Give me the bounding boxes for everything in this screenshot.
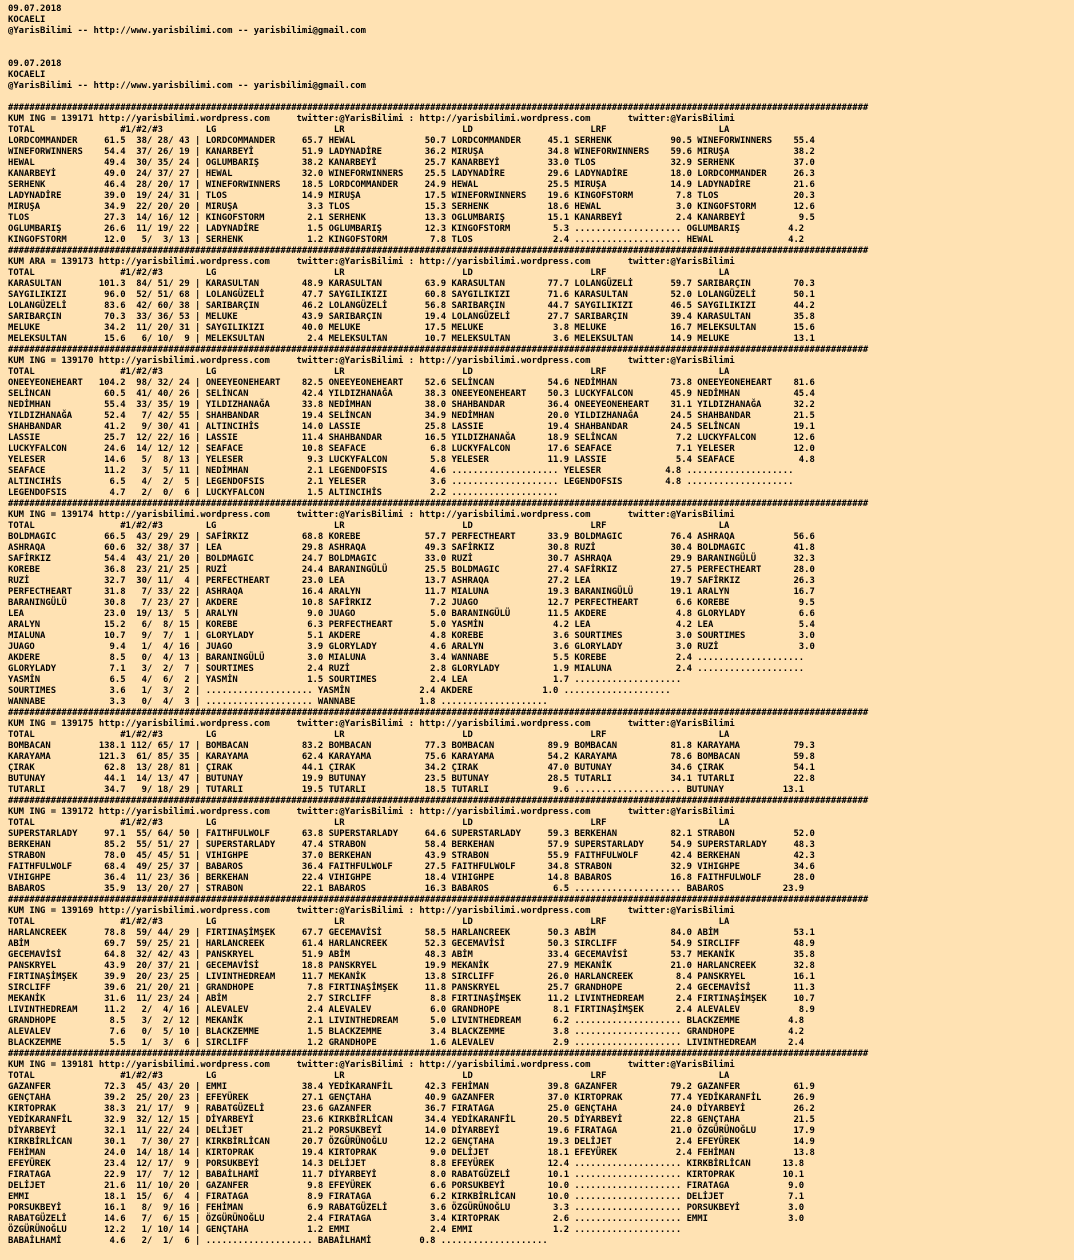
report-line: PORSUKBEYİ 16.1 8/ 9/ 16 | FEHİMAN 6.9 RABATGÜZELİ 3.6 ÖZGÜRÜNOĞLU 3.3 .................... PORSUKBEYİ 3.0 <box>8 1203 805 1213</box>
report-line: ################################################################################################################################################################# <box>8 246 869 256</box>
report-line: KINGOFSTORM 12.0 5/ 3/ 13 | SERHENK 1.2 KINGOFSTORM 7.8 TLOS 2.4 .................... HEWAL 4.2 <box>8 235 805 245</box>
report-line: WINEFORWINNERS 54.4 37/ 26/ 19 | KANARBEYİ 51.9 LADYNADİRE 36.2 MIRUŞA 34.8 WINEFORWINNERS 59.6 MIRUŞA 38.2 <box>8 147 815 157</box>
report-line: TOTAL #1/#2/#3 LG LR LD LRF LA <box>8 367 730 377</box>
report-line: SERHENK 46.4 28/ 20/ 17 | WINEFORWINNERS 18.5 LORDCOMMANDER 24.9 HEWAL 25.5 MIRUŞA 14.9 LADYNADİRE 21.6 <box>8 180 815 190</box>
report-line: SEAFACE 11.2 3/ 5/ 11 | NEDİMHAN 2.1 LEGENDOFSIS 4.6 .................... YELESER 4.8 .................... <box>8 466 794 476</box>
report-line: SELİNCAN 60.5 41/ 40/ 26 | SELİNCAN 42.4 YILDIZHANAĞA 38.3 ONEEYEONEHEART 50.3 LUCKYFALCON 45.9 NEDİMHAN 45.4 <box>8 389 815 399</box>
report-line: LORDCOMMANDER 61.5 38/ 28/ 43 | LORDCOMMANDER 65.7 HEWAL 50.7 LORDCOMMANDER 45.1 SERHENK 90.5 WINEFORWINNERS 55.4 <box>8 136 815 146</box>
report-line: EFEYÜREK 23.4 12/ 17/ 9 | PORSUKBEYİ 14.3 DELİJET 8.8 EFEYÜREK 12.4 .................... KIRKBİRLİCAN 13.8 <box>8 1159 805 1169</box>
report-line: LEA 23.0 19/ 13/ 5 | ARALYN 9.0 JUAGO 5.0 BARANINGÜLÜ 11.5 AKDERE 4.8 GLORYLADY 6.6 <box>8 609 815 619</box>
report-line: BERKEHAN 85.2 55/ 51/ 27 | SUPERSTARLADY 47.4 STRABON 58.4 BERKEHAN 57.9 SUPERSTARLADY 54.9 SUPERSTARLADY 48.3 <box>8 840 815 850</box>
report-line: KUM ING = 139181 http://yarisbilimi.wordpress.com twitter:@YarisBilimi : http://yarisbilimi.wordpress.com twitter:@YarisBilimi <box>8 1060 735 1070</box>
report-line: KUM ING = 139171 http://yarisbilimi.wordpress.com twitter:@YarisBilimi : http://yarisbilimi.wordpress.com twitter:@YarisBilimi <box>8 114 735 124</box>
report-line: GECEMAVİSİ 64.8 32/ 42/ 43 | PANSKRYEL 51.9 ABİM 48.3 ABİM 33.4 GECEMAVİSİ 53.7 MEKANİK 35.8 <box>8 950 815 960</box>
report-line: BOLDMAGIC 66.5 43/ 29/ 29 | SAFİRKIZ 68.8 KOREBE 57.7 PERFECTHEART 33.9 BOLDMAGIC 76.4 ASHRAQA 56.6 <box>8 532 815 542</box>
report-line: KARASULTAN 101.3 84/ 51/ 29 | KARASULTAN 48.9 KARASULTAN 63.9 KARASULTAN 77.7 LOLANGÜZELİ 59.7 SARIBARÇIN 70.3 <box>8 279 815 289</box>
report-line: ALTINCIHİS 6.5 4/ 2/ 5 | LEGENDOFSIS 2.1 YELESER 3.6 .................... LEGENDOFSIS 4.8 .................... <box>8 477 794 487</box>
report-line: BARANINGÜLÜ 30.8 7/ 23/ 27 | AKDERE 10.8 SAFİRKIZ 7.2 JUAGO 12.7 PERFECTHEART 6.6 KOREBE 9.5 <box>8 598 815 608</box>
report-line: LIVINTHEDREAM 11.2 2/ 4/ 16 | ALEVALEV 2.4 ALEVALEV 6.0 GRANDHOPE 8.1 FIRTINAŞİMŞEK 2.4 ALEVALEV 8.9 <box>8 1005 815 1015</box>
report-line: GLORYLADY 7.1 3/ 2/ 7 | SOURTIMES 2.4 RUZİ 2.8 GLORYLADY 1.9 MIALUNA 2.4 .................... <box>8 664 805 674</box>
report-line: YELESER 14.6 5/ 8/ 13 | YELESER 9.3 LUCKYFALCON 5.8 YELESER 11.9 LASSIE 5.4 SEAFACE 4.8 <box>8 455 815 465</box>
report-line: YEDİKARANFİL 32.9 32/ 12/ 15 | DİYARBEYİ 23.6 KIRKBİRLİCAN 34.4 YEDİKARANFİL 20.5 DİYARBEYİ 22.8 GENÇTAHA 21.5 <box>8 1115 815 1125</box>
report-line: ################################################################################################################################################################# <box>8 103 869 113</box>
report-line: 09.07.2018 <box>8 4 62 14</box>
report-line: ASHRAQA 60.6 32/ 38/ 37 | LEA 29.8 ASHRAQA 49.3 SAFİRKIZ 30.8 RUZİ 30.4 BOLDMAGIC 41.8 <box>8 543 815 553</box>
report-line: KUM ING = 139170 http://yarisbilimi.wordpress.com twitter:@YarisBilimi : http://yarisbilimi.wordpress.com twitter:@YarisBilimi <box>8 356 735 366</box>
report-line: GENÇTAHA 39.2 25/ 20/ 23 | EFEYÜREK 27.1 GENÇTAHA 40.9 GAZANFER 37.0 KIRTOPRAK 77.4 YEDİKARANFİL 26.9 <box>8 1093 815 1103</box>
report-line: ################################################################################################################################################################# <box>8 708 869 718</box>
report-line: GAZANFER 72.3 45/ 43/ 20 | EMMI 38.4 YEDİKARANFİL 42.3 FEHİMAN 39.8 GAZANFER 79.2 GAZANFER 61.9 <box>8 1082 815 1092</box>
report-line: ################################################################################################################################################################# <box>8 796 869 806</box>
report-line: TOTAL #1/#2/#3 LG LR LD LRF LA <box>8 730 730 740</box>
report-line: RABATGÜZELİ 14.6 7/ 6/ 15 | ÖZGÜRÜNOĞLU 2.4 FIRATAGA 3.4 KIRTOPRAK 2.6 .................... EMMI 3.0 <box>8 1214 805 1224</box>
report-line: BLACKZEMME 5.5 1/ 3/ 6 | SIRCLIFF 1.2 GRANDHOPE 1.6 ALEVALEV 2.9 .................... LIVINTHEDREAM 2.4 <box>8 1038 805 1048</box>
report-line: @YarisBilimi -- http://www.yarisbilimi.com -- yarisbilimi@gmail.com <box>8 26 366 36</box>
report-line: KUM ARA = 139173 http://yarisbilimi.wordpress.com twitter:@YarisBilimi : http://yarisbilimi.wordpress.com twitter:@YarisBilimi <box>8 257 735 267</box>
report-line: KIRKBİRLİCAN 30.1 7/ 30/ 27 | KIRKBİRLİCAN 20.7 ÖZGÜRÜNOĞLU 12.2 GENÇTAHA 19.3 DELİJET 2.4 EFEYÜREK 14.9 <box>8 1137 815 1147</box>
report-line: DELİJET 21.6 11/ 10/ 20 | GAZANFER 9.8 EFEYÜREK 6.6 PORSUKBEYİ 10.0 .................... FIRATAGA 9.0 <box>8 1181 805 1191</box>
report-line: SUPERSTARLADY 97.1 55/ 64/ 50 | FAITHFULWOLF 63.8 SUPERSTARLADY 64.6 SUPERSTARLADY 59.3 BERKEHAN 82.1 STRABON 52.0 <box>8 829 815 839</box>
report-line: ALEVALEV 7.6 0/ 5/ 10 | BLACKZEMME 1.5 BLACKZEMME 3.4 BLACKZEMME 3.8 .................... GRANDHOPE 4.2 <box>8 1027 805 1037</box>
report-line: WANNABE 3.3 0/ 4/ 3 | .................... WANNABE 1.8 .................... <box>8 697 548 707</box>
report-line: EMMI 18.1 15/ 6/ 4 | FIRATAGA 8.9 FIRATAGA 6.2 KIRKBİRLİCAN 10.0 .................... DELİJET 7.1 <box>8 1192 805 1202</box>
report-line: YASMİN 6.5 4/ 6/ 2 | YASMİN 1.5 SOURTIMES 2.4 LEA 1.7 .................... <box>8 675 682 685</box>
report-line: HEWAL 49.4 30/ 35/ 24 | OGLUMBARIŞ 38.2 KANARBEYİ 25.7 KANARBEYİ 33.0 TLOS 32.9 SERHENK 37.0 <box>8 158 815 168</box>
report-line: PANSKRYEL 43.9 20/ 37/ 21 | GECEMAVİSİ 18.8 PANSKRYEL 19.9 MEKANİK 27.9 MEKANİK 21.0 HARLANCREEK 32.8 <box>8 961 815 971</box>
report-line: BABAROS 35.9 13/ 20/ 27 | STRABON 22.1 BABAROS 16.3 BABAROS 6.5 .................... BABAROS 23.9 <box>8 884 805 894</box>
report-line: TOTAL #1/#2/#3 LG LR LD LRF LA <box>8 917 730 927</box>
report-line: FEHİMAN 24.0 14/ 18/ 14 | KIRTOPRAK 19.4 KIRTOPRAK 9.0 DELİJET 18.1 EFEYÜREK 2.4 FEHİMAN 13.8 <box>8 1148 815 1158</box>
report-line: FIRATAGA 22.9 17/ 7/ 12 | BABAİLHAMİ 11.7 DİYARBEYİ 8.0 RABATGÜZELİ 10.1 .................... KIRTOPRAK 10.1 <box>8 1170 805 1180</box>
report-line: KANARBEYİ 49.0 24/ 37/ 27 | HEWAL 32.0 WINEFORWINNERS 25.5 LADYNADİRE 29.6 LADYNADİRE 18.0 LORDCOMMANDER 26.3 <box>8 169 815 179</box>
report-line: KOCAELI <box>8 70 46 80</box>
report-line: PERFECTHEART 31.8 7/ 33/ 22 | ASHRAQA 16.4 ARALYN 11.7 MIALUNA 19.3 BARANINGÜLÜ 19.1 ARALYN 16.7 <box>8 587 815 597</box>
report-line: SHAHBANDAR 41.2 9/ 30/ 41 | ALTINCIHİS 14.0 LASSIE 25.8 LASSIE 19.4 SHAHBANDAR 24.5 SELİNCAN 19.1 <box>8 422 815 432</box>
report-line: LADYNADİRE 39.0 19/ 24/ 31 | TLOS 14.9 MIRUŞA 17.5 WINEFORWINNERS 19.6 KINGOFSTORM 7.8 TLOS 20.3 <box>8 191 815 201</box>
report-line: TLOS 27.3 14/ 16/ 12 | KINGOFSTORM 2.1 SERHENK 13.3 OGLUMBARIŞ 15.1 KANARBEYİ 2.4 KANARBEYİ 9.5 <box>8 213 815 223</box>
report-line: YILDIZHANAĞA 52.4 7/ 42/ 55 | SHAHBANDAR 19.4 SELİNCAN 34.9 NEDİMHAN 20.0 YILDIZHANAĞA 24.5 SHAHBANDAR 21.5 <box>8 411 815 421</box>
report-line: FIRTINAŞİMŞEK 39.9 20/ 23/ 25 | LIVINTHEDREAM 11.7 MEKANİK 13.8 SIRCLIFF 26.0 HARLANCREEK 8.4 PANSKRYEL 16.1 <box>8 972 815 982</box>
report-line: SAFİRKIZ 54.4 43/ 21/ 20 | BOLDMAGIC 24.7 BOLDMAGIC 33.0 RUZİ 30.7 ASHRAQA 29.9 BARANINGÜLÜ 32.3 <box>8 554 815 564</box>
report-line: LUCKYFALCON 24.6 14/ 12/ 12 | SEAFACE 10.8 SEAFACE 6.8 LUCKYFALCON 17.6 SEAFACE 7.1 YELESER 12.0 <box>8 444 815 454</box>
report-line: BOMBACAN 138.1 112/ 65/ 17 | BOMBACAN 83.2 BOMBACAN 77.3 BOMBACAN 89.9 BOMBACAN 81.8 KARAYAMA 79.3 <box>8 741 815 751</box>
report-line: KUM ING = 139174 http://yarisbilimi.wordpress.com twitter:@YarisBilimi : http://yarisbilimi.wordpress.com twitter:@YarisBilimi <box>8 510 735 520</box>
report-line: HARLANCREEK 78.8 59/ 44/ 29 | FIRTINAŞİMŞEK 67.7 GECEMAVİSİ 58.5 HARLANCREEK 50.3 ABİM 84.0 ABİM 53.1 <box>8 928 815 938</box>
report-line: RUZİ 32.7 30/ 11/ 4 | PERFECTHEART 23.0 LEA 13.7 ASHRAQA 27.2 LEA 19.7 SAFİRKIZ 26.3 <box>8 576 815 586</box>
report-line: TOTAL #1/#2/#3 LG LR LD LRF LA <box>8 818 730 828</box>
report-line: TUTARLI 34.7 9/ 18/ 29 | TUTARLI 19.5 TUTARLI 18.5 TUTARLI 9.6 .................... BUTUNAY 13.1 <box>8 785 805 795</box>
report-line: MIRUŞA 34.9 22/ 20/ 20 | MIRUŞA 3.3 TLOS 15.3 SERHENK 18.6 HEWAL 3.0 KINGOFSTORM 12.6 <box>8 202 815 212</box>
report-line: LASSIE 25.7 12/ 22/ 16 | LASSIE 11.4 SHAHBANDAR 16.5 YILDIZHANAĞA 18.9 SELİNCAN 7.2 LUCKYFALCON 12.6 <box>8 433 815 443</box>
report-line: ÖZGÜRÜNOĞLU 12.2 1/ 10/ 14 | GENÇTAHA 1.2 EMMI 2.4 EMMI 1.2 .................... <box>8 1225 682 1235</box>
report-line <box>8 92 1074 103</box>
report-line: MIALUNA 10.7 9/ 7/ 1 | GLORYLADY 5.1 AKDERE 4.8 KOREBE 3.6 SOURTIMES 3.0 SOURTIMES 3.0 <box>8 631 815 641</box>
report-line: ################################################################################################################################################################# <box>8 345 869 355</box>
report-line <box>8 37 1074 48</box>
report-line: ONEEYEONEHEART 104.2 98/ 32/ 24 | ONEEYEONEHEART 82.5 ONEEYEONEHEART 52.6 SELİNCAN 54.6 NEDİMHAN 73.8 ONEEYEONEHEART 81.6 <box>8 378 815 388</box>
report-line: MELUKE 34.2 11/ 20/ 31 | SAYGILIKIZI 40.0 MELUKE 17.5 MELUKE 3.8 MELUKE 16.7 MELEKSULTAN 15.6 <box>8 323 815 333</box>
report-line: OGLUMBARIŞ 26.6 11/ 19/ 22 | LADYNADİRE 1.5 OGLUMBARIŞ 12.3 KINGOFSTORM 5.3 .................... OGLUMBARIŞ 4.2 <box>8 224 805 234</box>
report-line: ################################################################################################################################################################# <box>8 499 869 509</box>
report-line: MELEKSULTAN 15.6 6/ 10/ 9 | MELEKSULTAN 2.4 MELEKSULTAN 10.7 MELEKSULTAN 3.6 MELEKSULTAN 14.9 MELUKE 13.1 <box>8 334 815 344</box>
report-line: AKDERE 8.5 0/ 4/ 13 | BARANINGÜLÜ 3.0 MIALUNA 3.4 WANNABE 5.5 KOREBE 2.4 .................... <box>8 653 805 663</box>
report-line: BUTUNAY 44.1 14/ 13/ 47 | BUTUNAY 19.9 BUTUNAY 23.5 BUTUNAY 28.5 TUTARLI 34.1 TUTARLI 22.8 <box>8 774 815 784</box>
report-line: BABAİLHAMİ 4.6 2/ 1/ 6 | .................... BABAİLHAMİ 0.8 .................... <box>8 1236 548 1246</box>
report-line: LEGENDOFSIS 4.7 2/ 0/ 6 | LUCKYFALCON 1.5 ALTINCIHİS 2.2 .................... <box>8 488 559 498</box>
report-line: GRANDHOPE 8.5 3/ 2/ 12 | MEKANİK 2.1 LIVINTHEDREAM 5.0 LIVINTHEDREAM 6.2 .................... BLACKZEMME 4.8 <box>8 1016 805 1026</box>
report-line: TOTAL #1/#2/#3 LG LR LD LRF LA <box>8 1071 730 1081</box>
report-line: KIRTOPRAK 38.3 21/ 17/ 9 | RABATGÜZELİ 23.6 GAZANFER 36.7 FIRATAGA 25.0 GENÇTAHA 24.0 DİYARBEYİ 26.2 <box>8 1104 815 1114</box>
report-line: TOTAL #1/#2/#3 LG LR LD LRF LA <box>8 521 730 531</box>
report-line: ÇIRAK 62.8 13/ 28/ 81 | ÇIRAK 44.1 ÇIRAK 34.2 ÇIRAK 47.0 BUTUNAY 34.6 ÇIRAK 54.1 <box>8 763 815 773</box>
report-line: KARAYAMA 121.3 61/ 85/ 35 | KARAYAMA 62.4 KARAYAMA 75.6 KARAYAMA 54.2 KARAYAMA 78.6 BOMBACAN 59.8 <box>8 752 815 762</box>
report-line: 09.07.2018 <box>8 59 62 69</box>
report-line: KUM ING = 139172 http://yarisbilimi.wordpress.com twitter:@YarisBilimi : http://yarisbilimi.wordpress.com twitter:@YarisBilimi <box>8 807 735 817</box>
report-line: SOURTIMES 3.6 1/ 3/ 2 | .................... YASMİN 2.4 AKDERE 1.0 .................... <box>8 686 671 696</box>
report-line: ################################################################################################################################################################# <box>8 1049 869 1059</box>
report-line: VIHIGHPE 36.4 11/ 23/ 36 | BERKEHAN 22.4 VIHIGHPE 18.4 VIHIGHPE 14.8 BABAROS 16.8 FAITHFULWOLF 28.0 <box>8 873 815 883</box>
report-line: ABİM 69.7 59/ 25/ 21 | HARLANCREEK 61.4 HARLANCREEK 52.3 GECEMAVİSİ 50.3 SIRCLIFF 54.9 SIRCLIFF 48.9 <box>8 939 815 949</box>
report-line: KOREBE 36.8 23/ 21/ 25 | RUZİ 24.4 BARANINGÜLÜ 25.5 BOLDMAGIC 27.4 SAFİRKIZ 27.5 PERFECTHEART 28.0 <box>8 565 815 575</box>
report-line: DİYARBEYİ 32.1 11/ 22/ 24 | DELİJET 21.2 PORSUKBEYİ 14.0 DİYARBEYİ 19.6 FIRATAGA 21.0 ÖZGÜRÜNOĞLU 17.9 <box>8 1126 815 1136</box>
report-line: ################################################################################################################################################################# <box>8 895 869 905</box>
report-line: MEKANİK 31.6 11/ 23/ 24 | ABİM 2.7 SIRCLIFF 8.8 FIRTINAŞİMŞEK 11.2 LIVINTHEDREAM 2.4 FIRTINAŞİMŞEK 10.7 <box>8 994 815 1004</box>
report-line: TOTAL #1/#2/#3 LG LR LD LRF LA <box>8 268 730 278</box>
report-line: NEDİMHAN 55.4 33/ 35/ 19 | YILDIZHANAĞA 33.8 NEDİMHAN 38.0 SHAHBANDAR 36.4 ONEEYEONEHEART 31.1 YILDIZHANAĞA 32.2 <box>8 400 815 410</box>
report-line: @YarisBilimi -- http://www.yarisbilimi.com -- yarisbilimi@gmail.com <box>8 81 366 91</box>
report-line: STRABON 78.0 45/ 45/ 51 | VIHIGHPE 37.0 BERKEHAN 43.9 STRABON 55.9 FAITHFULWOLF 42.4 BERKEHAN 42.3 <box>8 851 815 861</box>
report-line: KOCAELI <box>8 15 46 25</box>
report-line <box>8 48 1074 59</box>
report-line: FAITHFULWOLF 68.4 49/ 25/ 37 | BABAROS 36.4 FAITHFULWOLF 27.5 FAITHFULWOLF 34.8 STRABON 32.9 VIHIGHPE 34.6 <box>8 862 815 872</box>
report-line: LOLANGÜZELİ 83.6 42/ 60/ 38 | SARIBARÇIN 46.2 LOLANGÜZELİ 56.8 SARIBARÇIN 44.7 SAYGILIKIZI 46.5 SAYGILIKIZI 44.2 <box>8 301 815 311</box>
report-line: SARIBARÇIN 70.3 33/ 36/ 53 | MELUKE 43.9 SARIBARÇIN 19.4 LOLANGÜZELİ 27.7 SARIBARÇIN 39.4 KARASULTAN 35.8 <box>8 312 815 322</box>
report-line: JUAGO 9.4 1/ 4/ 16 | JUAGO 3.9 GLORYLADY 4.6 ARALYN 3.6 GLORYLADY 3.0 RUZİ 3.0 <box>8 642 815 652</box>
report-line: KUM ING = 139169 http://yarisbilimi.wordpress.com twitter:@YarisBilimi : http://yarisbilimi.wordpress.com twitter:@YarisBilimi <box>8 906 735 916</box>
report-line: TOTAL #1/#2/#3 LG LR LD LRF LA <box>8 125 730 135</box>
report-line: KUM ING = 139175 http://yarisbilimi.wordpress.com twitter:@YarisBilimi : http://yarisbilimi.wordpress.com twitter:@YarisBilimi <box>8 719 735 729</box>
report-line: SAYGILIKIZI 96.0 52/ 51/ 68 | LOLANGÜZELİ 47.7 SAYGILIKIZI 60.8 SAYGILIKIZI 71.6 KARASULTAN 52.0 LOLANGÜZELİ 50.1 <box>8 290 815 300</box>
report-line: SIRCLIFF 39.6 21/ 20/ 21 | GRANDHOPE 7.8 FIRTINAŞİMŞEK 11.8 PANSKRYEL 25.7 GRANDHOPE 2.4 GECEMAVİSİ 11.3 <box>8 983 815 993</box>
report-line: ARALYN 15.2 6/ 8/ 15 | KOREBE 6.3 PERFECTHEART 5.0 YASMİN 4.2 LEA 4.2 LEA 5.4 <box>8 620 815 630</box>
